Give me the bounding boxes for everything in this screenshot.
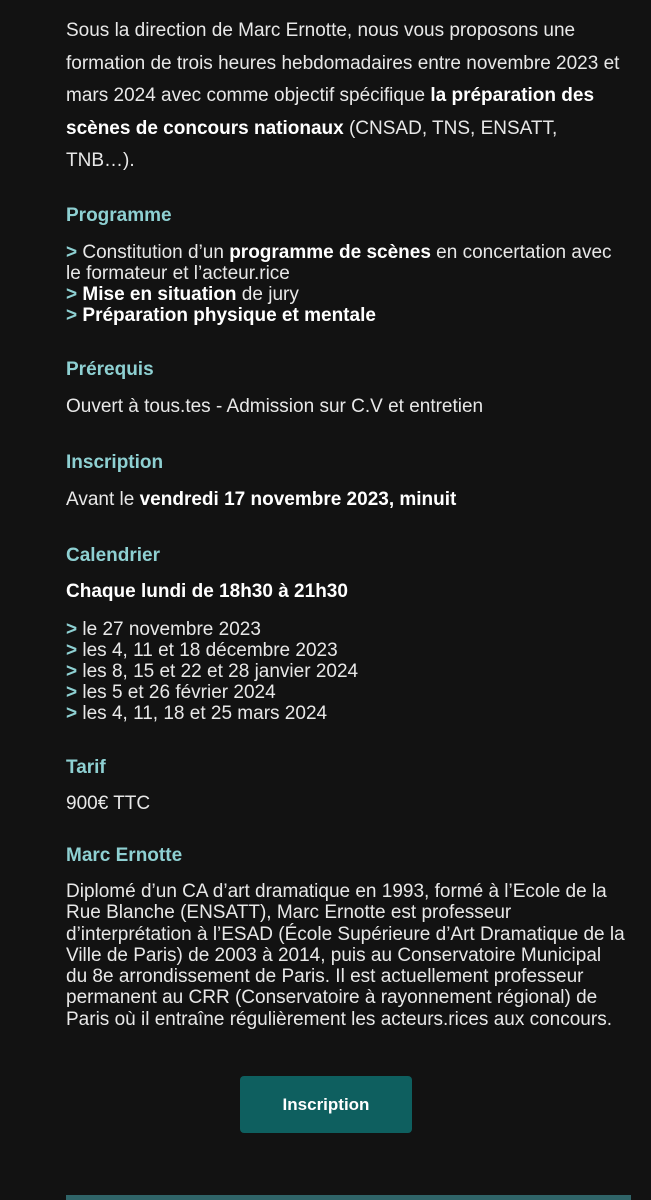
date-text: les 5 et 26 février 2024: [77, 682, 276, 703]
calendar-date-item: [66, 640, 358, 661]
programme-item: [66, 284, 626, 305]
calendrier-heading: Calendrier: [66, 545, 160, 566]
calendrier-dates-list: [66, 619, 358, 724]
deadline-label: Avant le: [66, 489, 140, 510]
programme-item-text: de jury: [236, 284, 299, 305]
bullet-arrow-icon: >: [66, 640, 78, 661]
bullet-arrow-icon: >: [66, 661, 78, 682]
bio-text: Diplomé d’un CA d’art dramatique en 1993, formé à l’Ecole de la Rue Blanche (ENSATT), Marc Ernotte est professeur d’interprétation à l’ESAD (École Supérieure d’Art Dramatique de la Ville de Paris) de 2003 à 2014, puis au Conservatoire Municipal du 8e arrondissement de Paris. Il est actuellement professeur permanent au CRR (Conservatoire à rayonnement régional) de Paris où il entraîne régulièrement les acteurs.rices aux concours.: [66, 881, 625, 1030]
calendar-date-item: [66, 682, 358, 703]
programme-item: [66, 305, 626, 326]
bullet-arrow-icon: >: [66, 682, 78, 703]
calendar-date-item: [66, 619, 358, 640]
programme-item-bold: Préparation physique et mentale: [82, 305, 376, 326]
bullet-arrow-icon: >: [66, 619, 78, 640]
tarif-heading: Tarif: [66, 757, 106, 778]
inscription-deadline: [66, 489, 456, 511]
bio-heading: Marc Ernotte: [66, 845, 183, 866]
date-text: les 4, 11, 18 et 25 mars 2024: [77, 703, 328, 724]
programme-item-text: en concertation avec le formateur et l’acteur.rice: [66, 242, 612, 284]
section-divider: [66, 1195, 631, 1200]
bullet-arrow-icon: >: [66, 284, 78, 305]
prerequis-text: Ouvert à tous.tes - Admission sur C.V et entretien: [66, 396, 484, 417]
programme-item-bold: Mise en situation: [82, 284, 237, 305]
bullet-arrow-icon: >: [66, 242, 78, 263]
programme-heading: Programme: [66, 205, 172, 226]
calendar-date-item: [66, 661, 358, 682]
bullet-arrow-icon: >: [66, 703, 78, 724]
calendar-date-item: [66, 703, 358, 724]
intro-text-end: (CNSAD, TNS, ENSATT, TNB…).: [66, 117, 558, 171]
intro-text-highlight: la préparation des scènes de concours nationaux: [66, 85, 595, 139]
date-text: les 8, 15 et 22 et 28 janvier 2024: [77, 661, 359, 682]
programme-item-bold: programme de scènes: [229, 242, 431, 263]
calendrier-schedule: [66, 581, 348, 603]
bullet-arrow-icon: >: [66, 305, 78, 326]
inscription-heading: Inscription: [66, 452, 164, 473]
date-text: le 27 novembre 2023: [77, 619, 261, 640]
date-text: les 4, 11 et 18 décembre 2023: [77, 640, 338, 661]
schedule-text: Chaque lundi de 18h30 à 21h30: [66, 581, 348, 602]
inscription-button[interactable]: Inscription: [240, 1076, 412, 1133]
tarif-price: 900€ TTC: [66, 793, 151, 814]
prerequis-heading: Prérequis: [66, 359, 154, 380]
intro-paragraph: [66, 15, 626, 178]
deadline-date: vendredi 17 novembre 2023, minuit: [139, 489, 457, 510]
intro-text-start: Sous la direction de Marc Ernotte, nous vous proposons une formation de trois heures hebdomadaires entre novembre 2023 et mars 2024 avec comme objectif spécifique: [66, 20, 620, 106]
programme-item: [66, 242, 626, 284]
programme-item-text: Constitution d’un: [77, 242, 230, 263]
programme-list: [66, 242, 626, 326]
